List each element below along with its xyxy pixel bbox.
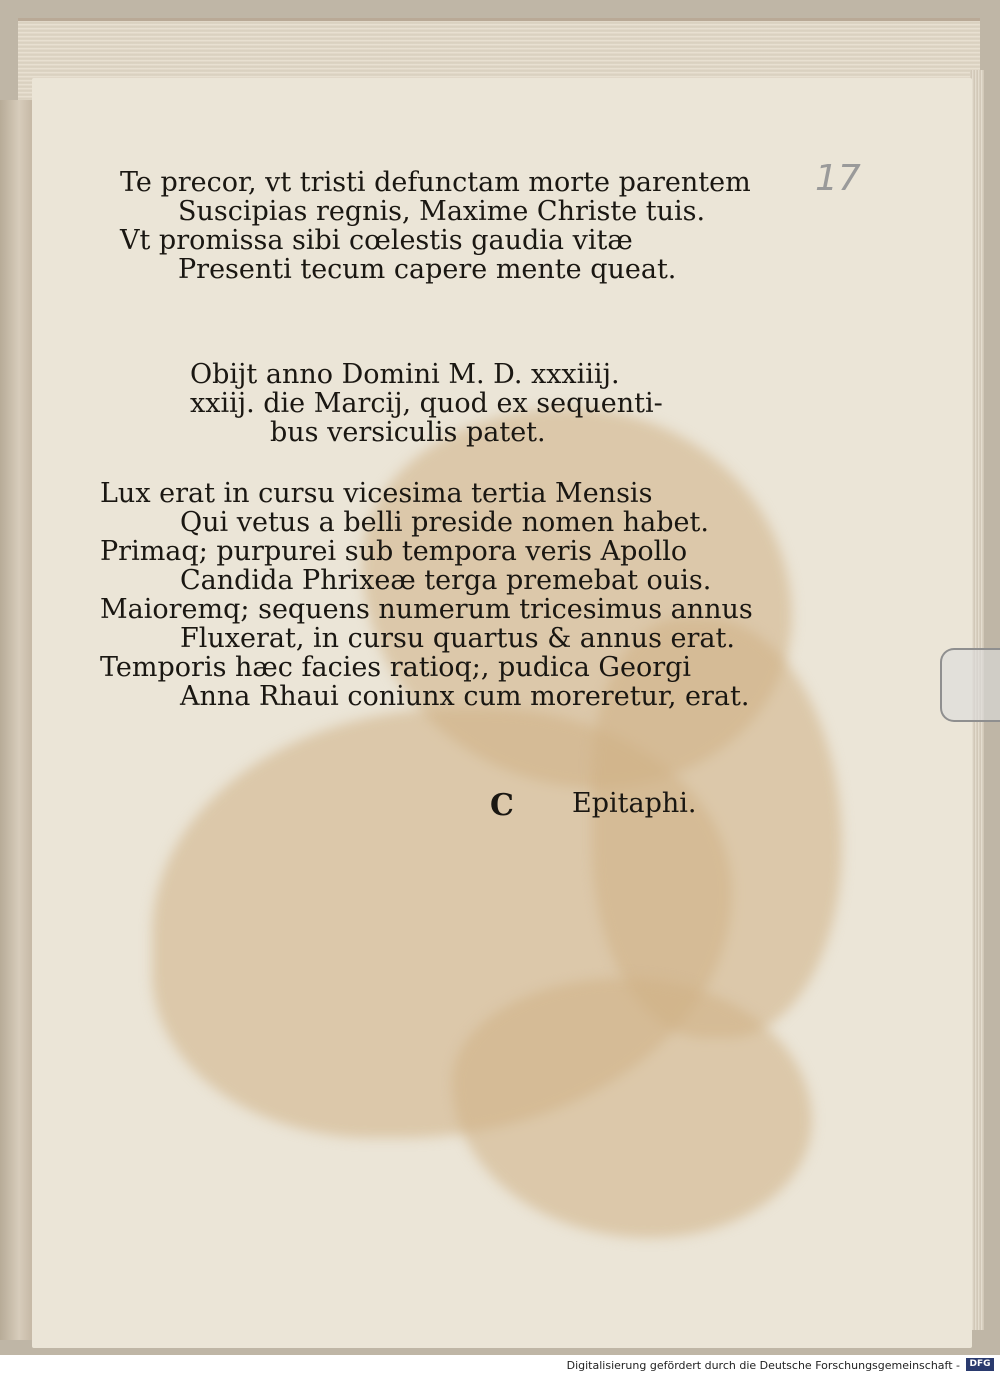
dfg-logo: DFG — [966, 1358, 994, 1371]
elegiac-verses — [100, 479, 753, 711]
verse-line: Primaq; purpurei sub tempora veris Apollo — [100, 536, 688, 567]
verse-line: Presenti tecum capere mente queat. — [178, 254, 677, 285]
obit-line: bus versiculis patet. — [270, 417, 546, 448]
funding-credit: Digitalisierung gefördert durch die Deutsche Forschungsgemeinschaft - — [566, 1359, 960, 1372]
verse-line: Lux erat in cursu vicesima tertia Mensis — [100, 478, 653, 509]
verse-line: Te precor, vt tristi defunctam morte parentem — [120, 167, 751, 198]
verse-line: Vt promissa sibi cœlestis gaudia vitæ — [120, 225, 633, 256]
bookmark-clip — [940, 648, 1000, 722]
obit-line: Obijt anno Domini M. D. xxxiiij. — [190, 359, 620, 390]
verse-line: Fluxerat, in cursu quartus & annus erat. — [180, 623, 735, 654]
verse-line: Qui vetus a belli preside nomen habet. — [180, 507, 709, 538]
obit-line: xxiij. die Marcij, quod ex sequenti- — [190, 388, 663, 419]
verse-line: Anna Rhaui coniunx cum moreretur, erat. — [180, 681, 750, 712]
obit-notice — [190, 360, 670, 447]
folio-number: 17 — [815, 158, 861, 199]
signature-mark: C — [490, 788, 514, 823]
prayer-stanza — [120, 168, 751, 284]
facing-page-edge — [0, 100, 32, 1340]
footer-bar — [0, 1355, 1000, 1375]
verse-line: Candida Phrixeæ terga premebat ouis. — [180, 565, 712, 596]
verse-line: Suscipias regnis, Maxime Christe tuis. — [178, 196, 706, 227]
verse-line: Temporis hæc facies ratioq;, pudica Georgi — [100, 652, 692, 683]
catchword: Epitaphi. — [572, 788, 697, 819]
verse-line: Maioremq; sequens numerum tricesimus annus — [100, 594, 753, 625]
